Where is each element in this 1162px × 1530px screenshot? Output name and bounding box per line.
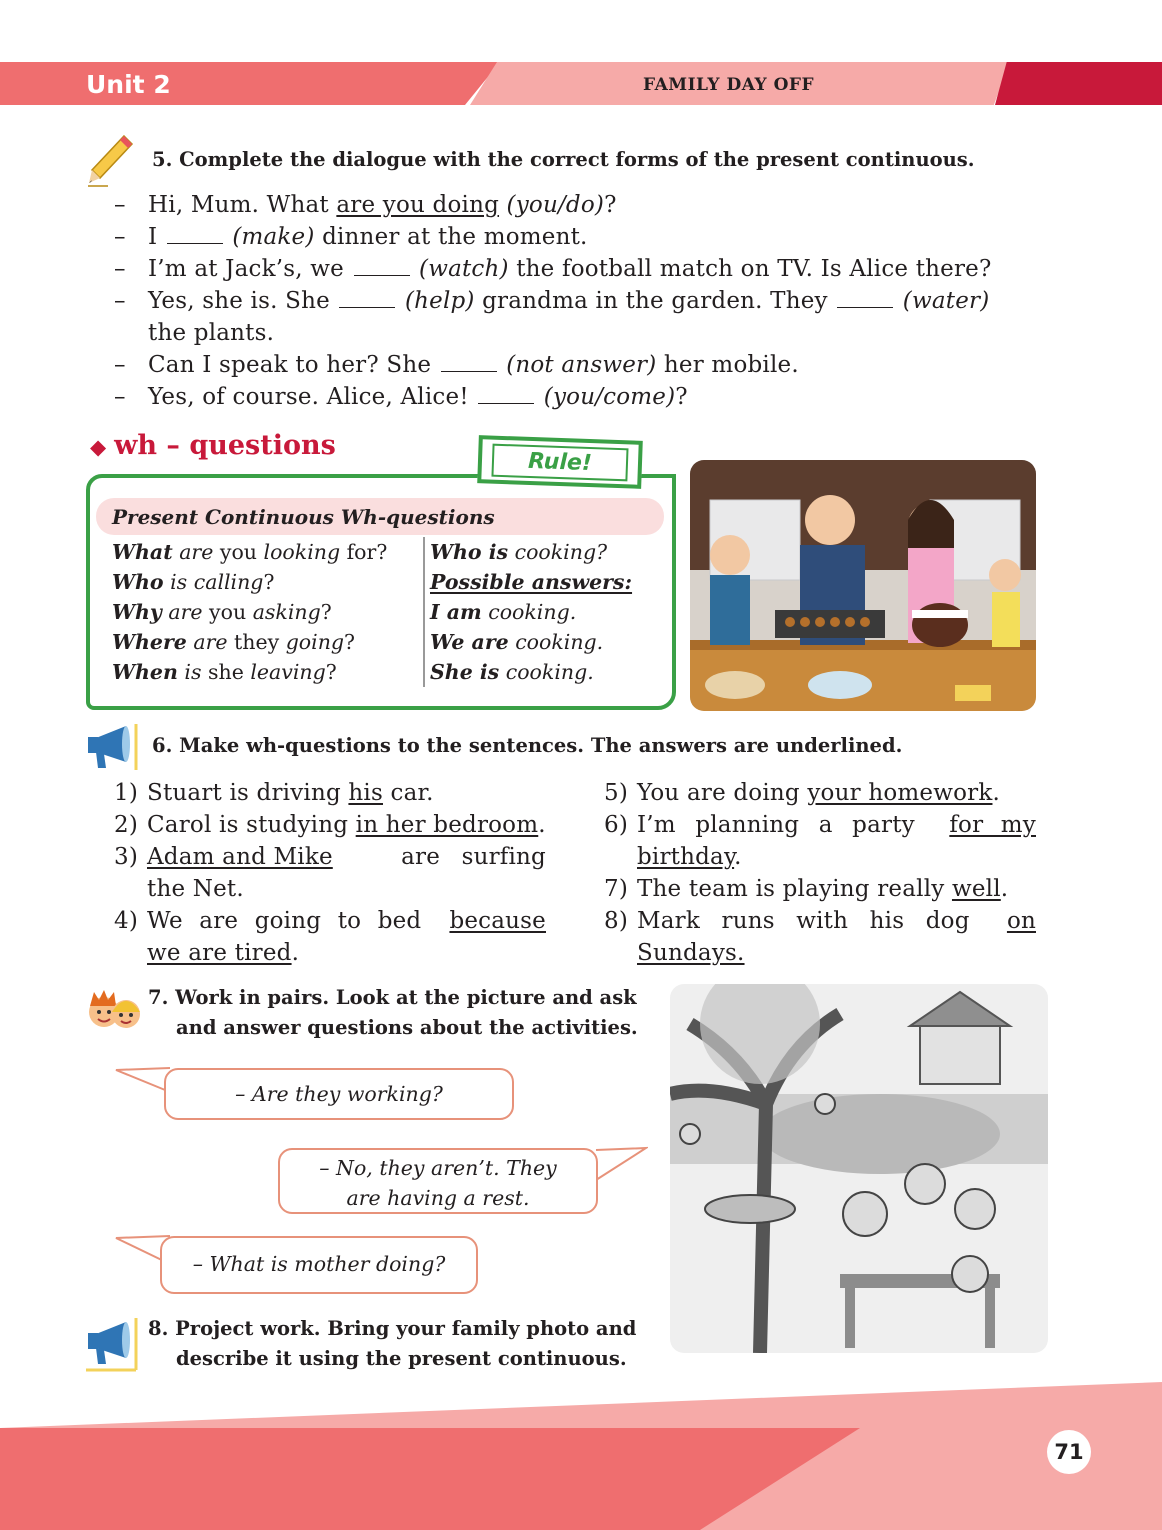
sentence-4: 4) We are going to bed because (114, 908, 546, 934)
ex6-title: 6. Make wh-questions to the sentences. The answers are underlined. (152, 734, 903, 757)
dialogue-line-4-cont: the plants. (148, 320, 275, 346)
answer-blank[interactable] (478, 386, 534, 404)
topic-title: FAMILY DAY OFF (643, 75, 815, 95)
bubble-tail (594, 1146, 648, 1182)
sentence-6: 6) I’m planning a party for my (604, 812, 1036, 838)
rule-example: When is she leaving? (112, 660, 337, 684)
answer-blank[interactable] (837, 290, 893, 308)
pair-work-icon (86, 988, 142, 1034)
rule-answer: I am cooking. (430, 600, 577, 624)
dialogue-line-3: – I’m at Jack’s, we (watch) the football match on TV. Is Alice there? (114, 256, 992, 282)
pencil-icon (86, 134, 134, 188)
family-cooking-illustration (690, 460, 1036, 711)
sentence-3-cont: the Net. (147, 876, 244, 902)
ex7-title-line-2: and answer questions about the activities. (176, 1016, 638, 1039)
rule-left-column (112, 537, 387, 687)
rule-title: Present Continuous Wh-questions (112, 505, 495, 529)
ex7-title-line-1: 7. Work in pairs. Look at the picture and ask (148, 986, 637, 1009)
diamond-bullet-icon: ◆ (90, 434, 107, 459)
answer-blank[interactable] (167, 226, 223, 244)
header-band-left (0, 62, 500, 105)
speech-bubble-3: – What is mother doing? (160, 1236, 478, 1294)
possible-answers-label: Possible answers: (430, 570, 633, 594)
rule-answer: She is cooking. (430, 660, 594, 684)
sentence-8: 8) Mark runs with his dog on (604, 908, 1036, 934)
rule-example: Who is calling? (112, 570, 275, 594)
speech-bubble-2: – No, they aren’t. They are having a rest. (278, 1148, 598, 1214)
family-picnic-illustration (670, 984, 1048, 1353)
unit-label: Unit 2 (86, 70, 171, 99)
sentence-1: 1) Stuart is driving his car. (114, 780, 434, 806)
dialogue-line-5: – Can I speak to her? She (not answer) her mobile. (114, 352, 799, 378)
ex5-title: 5. Complete the dialogue with the correct forms of the present continuous. (152, 148, 975, 171)
megaphone-icon (86, 724, 138, 772)
answer-blank[interactable] (339, 290, 395, 308)
rule-divider (423, 537, 425, 687)
answer-blank[interactable] (354, 258, 410, 276)
footer-band (0, 1382, 1162, 1530)
sentence-2: 2) Carol is studying in her bedroom. (114, 812, 546, 838)
answer-blank[interactable] (441, 354, 497, 372)
sentence-8-cont: Sundays. (637, 940, 745, 966)
sentence-6-cont: birthday. (637, 844, 742, 870)
speech-bubble-1: – Are they working? (164, 1068, 514, 1120)
megaphone-icon (86, 1316, 138, 1372)
rule-example: Who is cooking? (430, 540, 608, 564)
rule-right-column (430, 537, 632, 687)
rule-label: Rule! (477, 435, 643, 489)
dialogue-line-4: – Yes, she is. She (help) grandma in the garden. They (water) (114, 288, 990, 314)
rule-example: What are you looking for? (112, 540, 388, 564)
rule-example: Where are they going? (112, 630, 356, 654)
ex8-title-line-2: describe it using the present continuous. (176, 1347, 627, 1370)
wh-heading: ◆ wh – questions (90, 430, 336, 461)
sentence-3: 3) Adam and Mike are surfing (114, 844, 546, 870)
sentence-4-cont: we are tired. (147, 940, 300, 966)
ex8-title-line-1: 8. Project work. Bring your family photo and (148, 1317, 637, 1340)
page-number: 71 (1047, 1430, 1091, 1474)
sentence-7: 7) The team is playing really well. (604, 876, 1009, 902)
dialogue-line-1: – Hi, Mum. What are you doing (you/do)? (114, 192, 617, 218)
rule-answer: We are cooking. (430, 630, 604, 654)
sentence-5: 5) You are doing your homework. (604, 780, 1000, 806)
dialogue-line-6: – Yes, of course. Alice, Alice! (you/come)? (114, 384, 688, 410)
rule-example: Why are you asking? (112, 600, 332, 624)
dialogue-line-2: – I (make) dinner at the moment. (114, 224, 588, 250)
header-band-right (995, 62, 1162, 105)
